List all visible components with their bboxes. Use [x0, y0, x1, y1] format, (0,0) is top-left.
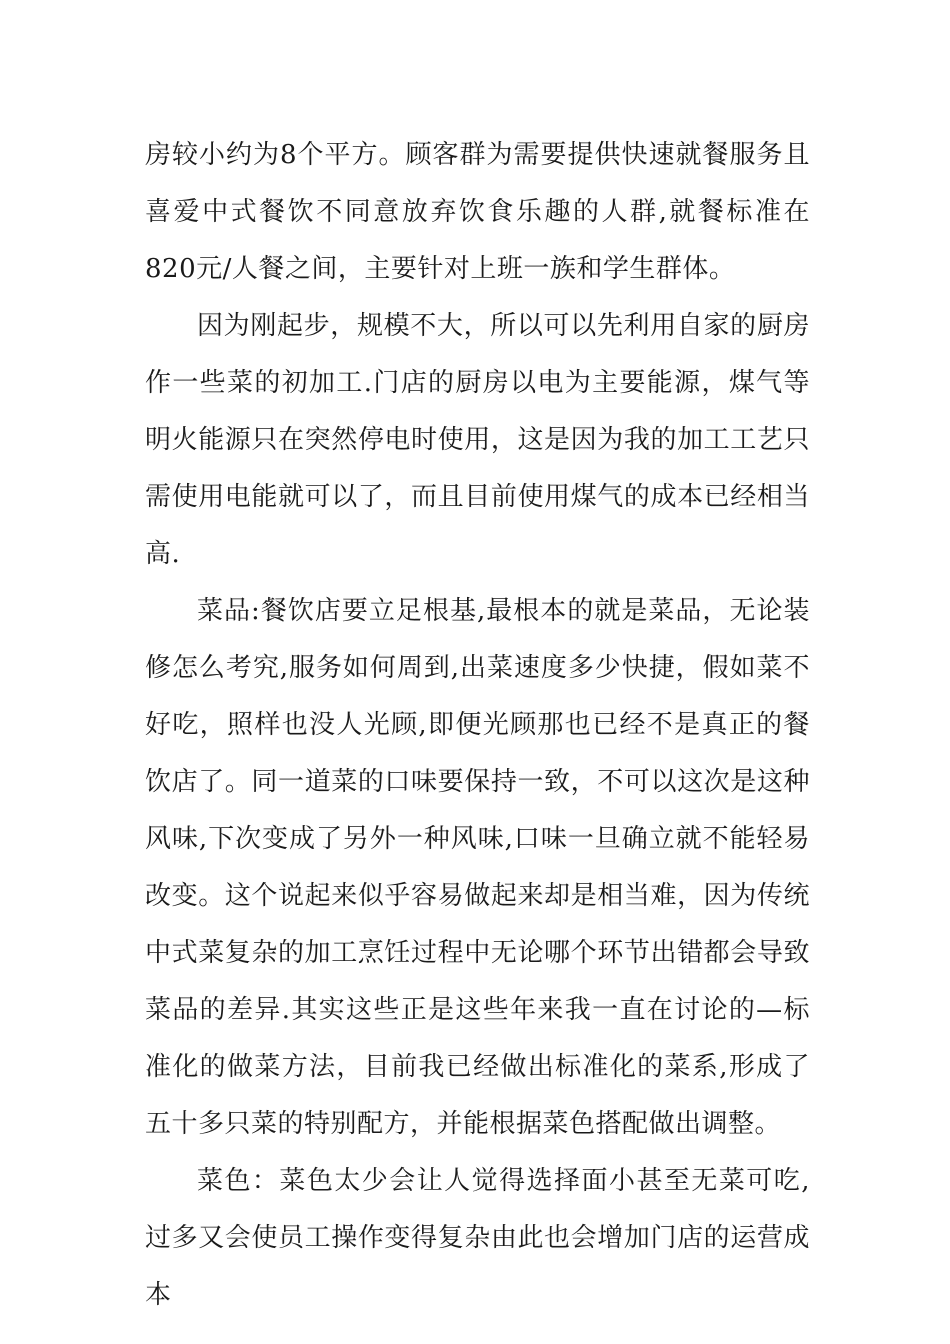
- paragraph-continuation: 房较小约为8个平方。顾客群为需要提供快速就餐服务且喜爱中式餐饮不同意放弃饮食乐趣的人群,就餐标准在820元/人餐之间，主要针对上班一族和学生群体。: [145, 140, 810, 284]
- paragraph-dishes: 菜品:餐饮店要立足根基,最根本的就是菜品，无论装修怎么考究,服务如何周到,出菜速度多少快捷，假如菜不好吃，照样也没人光顾,即便光顾那也已经不是真正的餐饮店了。同一道菜的口味要保持一致，不可以这次是这种风味,下次变成了另外一种风味,口味一旦确立就不能轻易改变。这个说起来似乎容易做起来却是相当难，因为传统中式菜复杂的加工烹饪过程中无论哪个环节出错都会导致菜品的差异.其实这些正是这些年来我一直在讨论的—标准化的做菜方法，目前我已经做出标准化的菜系,形成了五十多只菜的特别配方，并能根据菜色搭配做出调整。: [145, 596, 810, 1139]
- body-text: [145, 127, 810, 1324]
- paragraph-dish-variety: 菜色：菜色太少会让人觉得选择面小甚至无菜可吃,过多又会使员工操作变得复杂由此也会增加门店的运营成本: [145, 1166, 810, 1310]
- paragraph-kitchen: 因为刚起步，规模不大，所以可以先利用自家的厨房作一些菜的初加工.门店的厨房以电为主要能源，煤气等明火能源只在突然停电时使用，这是因为我的加工工艺只需使用电能就可以了，而且目前使用煤气的成本已经相当高.: [145, 311, 810, 569]
